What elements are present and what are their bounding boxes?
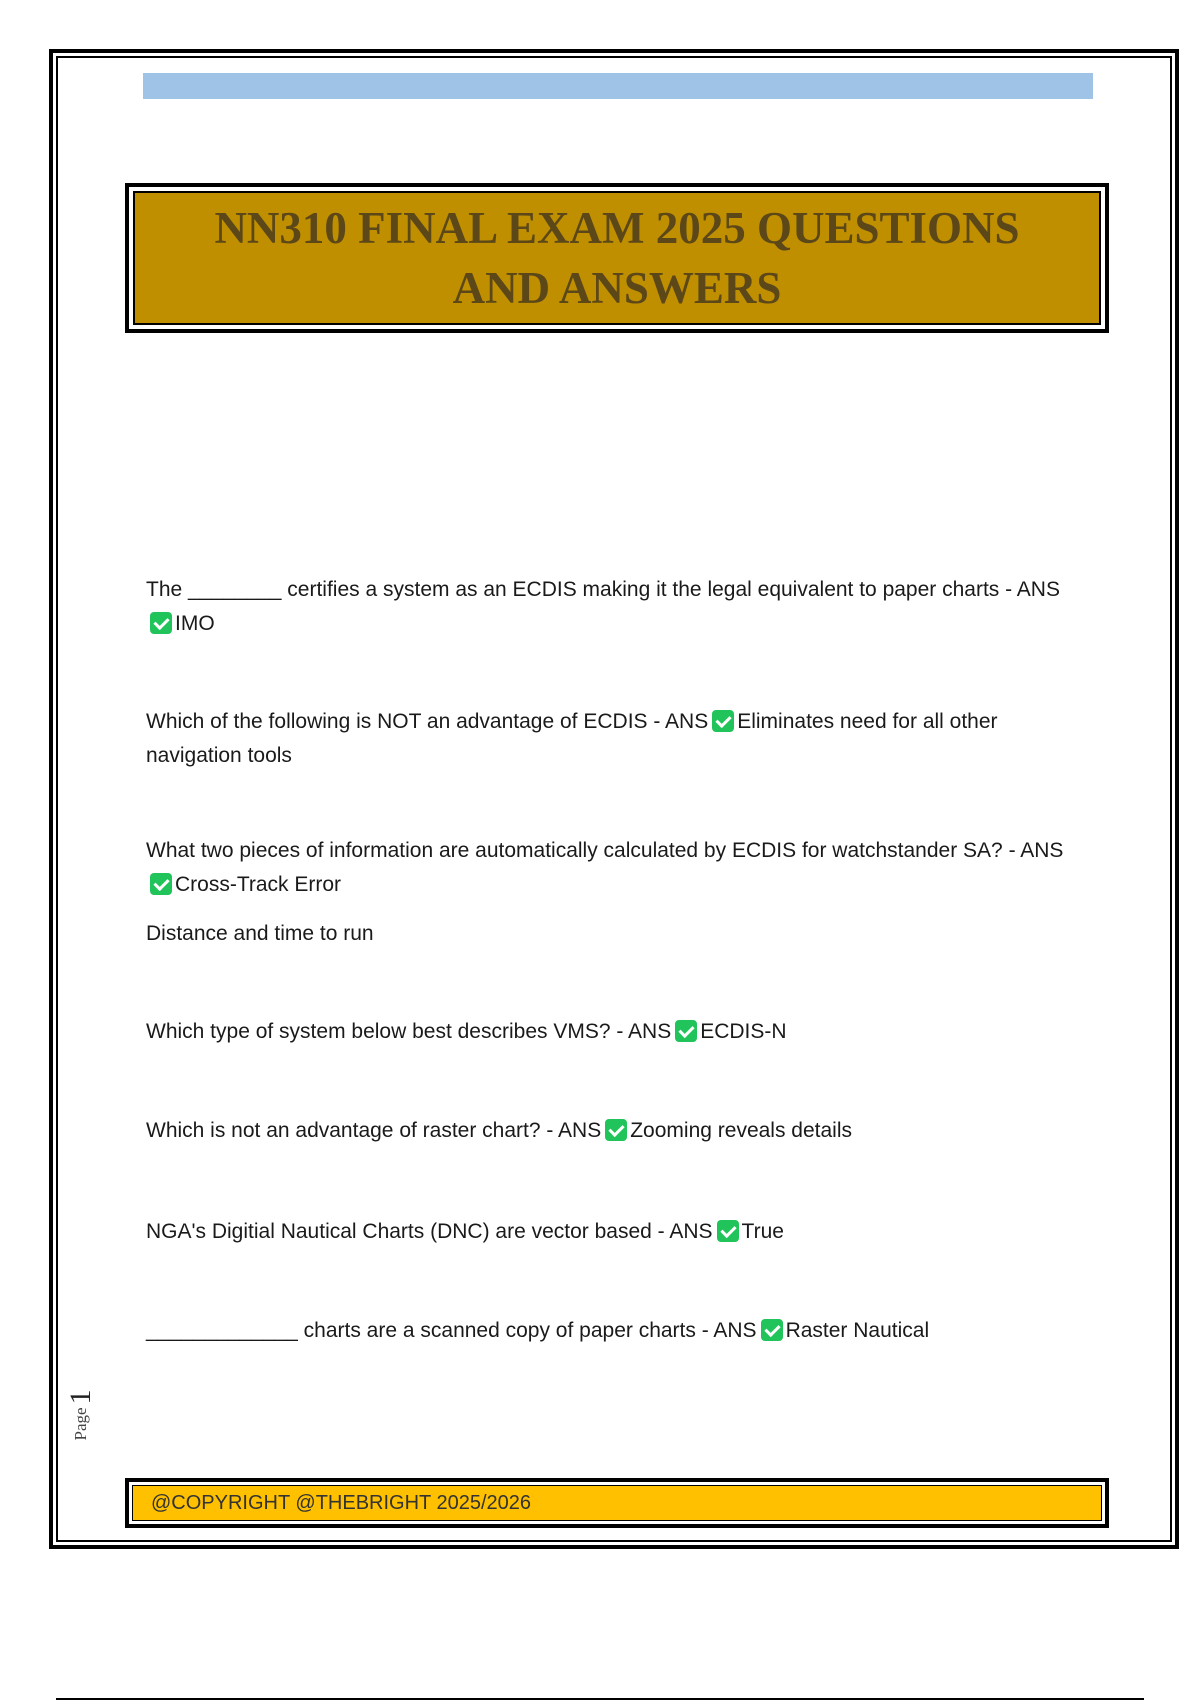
- qa-item-4: [146, 1015, 1066, 1049]
- check-mark-icon: [712, 710, 734, 732]
- answer-text: Zooming reveals details: [630, 1119, 853, 1142]
- qa-item-6: [146, 1215, 1066, 1249]
- qa-item-7: [146, 1314, 1066, 1348]
- page-number: 1: [64, 1389, 97, 1405]
- question-text: NGA's Digitial Nautical Charts (DNC) are vector based - ANS: [146, 1220, 713, 1243]
- answer-text: Cross-Track Error: [175, 873, 342, 896]
- header-accent-bar: [143, 73, 1093, 99]
- qa-item-1: [146, 573, 1066, 641]
- title-banner-fill: [133, 191, 1101, 325]
- check-mark-icon: [605, 1119, 627, 1141]
- document-title: NN310 FINAL EXAM 2025 QUESTIONS AND ANSWERS: [214, 203, 1020, 313]
- check-mark-icon: [150, 873, 172, 895]
- question-text: The ________ certifies a system as an ECDIS making it the legal equivalent to paper charts - ANS: [146, 578, 1060, 601]
- qa-item-3-continuation: Distance and time to run: [146, 922, 374, 945]
- answer-text: Raster Nautical: [785, 1319, 930, 1342]
- check-mark-icon: [150, 612, 172, 634]
- check-mark-icon: [717, 1220, 739, 1242]
- qa-item-3: [146, 834, 1066, 902]
- check-mark-icon: [761, 1319, 783, 1341]
- footer-banner-fill: [132, 1485, 1102, 1521]
- answer-text: ECDIS-N: [700, 1020, 787, 1043]
- question-text: Which type of system below best describes VMS? - ANS: [146, 1020, 672, 1043]
- check-mark-icon: [675, 1020, 697, 1042]
- answer-text: IMO: [175, 612, 215, 635]
- qa-item-2: [146, 705, 1066, 773]
- question-text: _____________ charts are a scanned copy of paper charts - ANS: [146, 1319, 757, 1342]
- answer-text: Eliminates need for all other navigation tools: [146, 710, 998, 767]
- page-number-label: [51, 1390, 111, 1440]
- page-word: Page: [71, 1407, 90, 1441]
- question-text: What two pieces of information are automatically calculated by ECDIS for watchstander SA? - ANS: [146, 839, 1064, 862]
- copyright-text: @COPYRIGHT @THEBRIGHT 2025/2026: [151, 1491, 531, 1514]
- question-text: Which of the following is NOT an advantage of ECDIS - ANS: [146, 710, 709, 733]
- answer-text: True: [741, 1220, 784, 1243]
- title-banner: [125, 183, 1109, 333]
- question-text: Which is not an advantage of raster chart? - ANS: [146, 1119, 602, 1142]
- footer-banner: [125, 1478, 1109, 1528]
- qa-item-5: [146, 1114, 1066, 1148]
